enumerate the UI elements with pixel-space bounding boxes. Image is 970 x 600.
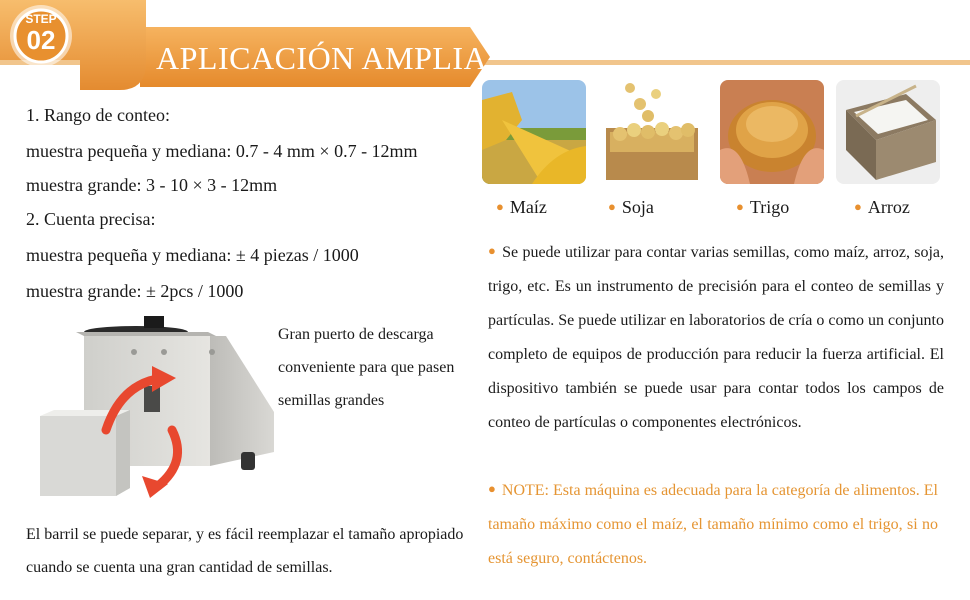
description-paragraph: ● Se puede utilizar para contar varias semillas, como maíz, arroz, soja, trigo, etc. Es un instrumento de precisión para el conteo de semillas y partículas. Se puede utilizar en laboratorios de cría o como un conjunto completo de equipos de producción para reducir la fuerza artificial. El dispositivo también se puede usar para contar todos los campos de conteo de partículas o componentes electrónicos. [488,243,945,431]
step-label: STEP [25,12,57,26]
seed-label-wheat: ● Trigo [736,197,790,217]
spec-line: muestra pequeña y mediana: ± 4 piezas / 1000 [26,245,359,265]
bullet-icon: ● [488,481,496,496]
bullet-icon: ● [854,199,862,214]
spec-line: muestra grande: ± 2pcs / 1000 [26,281,244,301]
seed-label-rice: ● Arroz [854,197,910,217]
note-paragraph: ● NOTE: Esta máquina es adecuada para la categoría de alimentos. El tamaño máximo como el maíz, el tamaño mínimo como el trigo, si no está seguro, contáctenos. [488,481,939,567]
bullet-icon: ● [496,199,504,214]
spec-line: 2. Cuenta precisa: [26,209,156,229]
soybean-photo [600,80,704,184]
rice-photo [836,80,940,184]
step-number: 02 [26,25,56,55]
seed-label-soy: ● Soja [608,197,654,217]
bullet-icon: ● [736,199,744,214]
seed-label-corn: ● Maíz [496,197,547,217]
spec-line: muestra pequeña y mediana: 0.7 - 4 mm × 0.7 - 12mm [26,141,418,161]
discharge-port-caption: Gran puerto de descarga conveniente para que pasen semillas grandes [278,326,455,409]
bullet-icon: ● [488,243,497,258]
corn-photo [482,80,586,184]
counter-machine-illustration [36,312,276,502]
barrel-caption: El barril se puede separar, y es fácil reemplazar el tamaño apropiado cuando se cuenta una gran cantidad de semillas. [26,526,464,576]
page-title: APLICACIÓN AMPLIA [156,40,488,76]
spec-line: 1. Rango de conteo: [26,105,170,125]
spec-line: muestra grande: 3 - 10 × 3 - 12mm [26,175,278,195]
wheat-photo [720,80,824,184]
bullet-icon: ● [608,199,616,214]
